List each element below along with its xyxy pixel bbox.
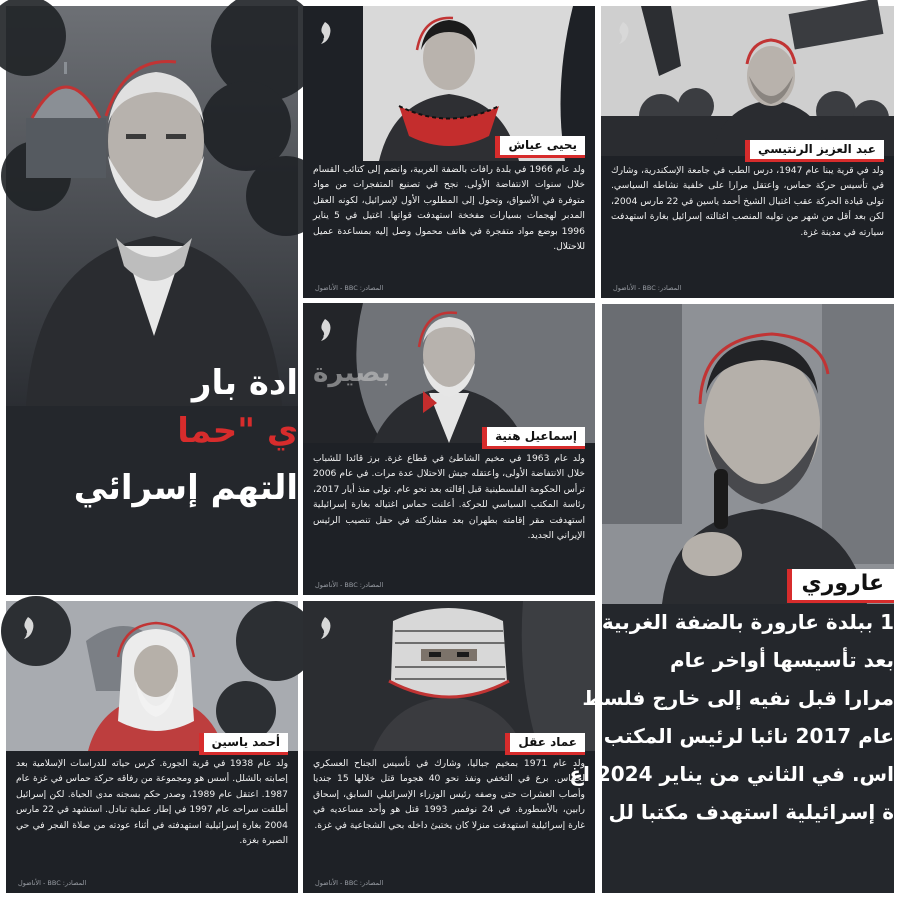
yassin-bio: ولد عام 1938 في قرية الجورة. كرس حياته للدراسات الإسلامية بعد إصابته بالشلل. أسس هو ومجموعة من رفاقه حركة حماس في غزة عام 1987. اعتقل عام 1989، وصدر حكم بسجنه مدى الحياة. لكن إسرائيل أطلقت سراحه عام 1997 في إطار عملية تبادل. استشهد في 22 مارس 2004 بغارة إسرائيلية استهدفته في أثناء عودته من صلاة الفجر في حي الصبرة بغزة. bbox=[16, 758, 289, 847]
tile-arouri bbox=[569, 304, 894, 893]
tile-ayyash bbox=[303, 6, 595, 298]
cover-headline-line3: التهم إسرائي bbox=[73, 468, 298, 508]
rantisi-bio: ولد في قرية يبنا عام 1947، درس الطب في جامعة الإسكندرية، وشارك في تأسيس حركة حماس، واعتقل مرارا على خلفية نشاطه السياسي. تولى قيادة الحركة عقب اغتيال الشيخ أحمد ياسين في 22 مارس 2004، لكن بعد أقل من شهر من توليه المنصب اغتالته إسرائيل بغارة استهدفت سيارته في مدينة غزة. bbox=[611, 165, 884, 238]
arouri-bio-line3: مرارا قبل نفيه إلى خارج فلسط bbox=[582, 686, 894, 710]
aql-bio: ولد عام 1971 بمخيم جباليا، وشارك في تأسيس الجناح العسكري لحماس. برع في التخفي ونفذ نحو 40 هجوما قتل خلالها 15 جنديا وأصاب العشرات حتى وصفه رئيس الوزراء الإسرائيلي السابق، إسحاق رابين، بالأسطورة. في 24 نوفمبر 1993 قتل هو وأحد مساعديه في غارة إسرائيلية استهدفت منزلا كان يختبئ داخله بحي الشجاعية في غزة. bbox=[313, 758, 585, 831]
cover-headline-line1: ادة بار bbox=[191, 363, 298, 403]
haniyeh-bio: ولد عام 1963 في مخيم الشاطئ في قطاع غزة. برز قائدا للشباب خلال الانتفاضة الأولى، واعتقله جيش الاحتلال عدة مرات. في عام 2006 ترأس الحكومة الفلسطينية قبل إقالته بعد نحو عام. تولى منذ أيار 2017، رئاسة المكتب السياسي للحركة. أعلنت حماس اغتياله بغارة إسرائيلية استهدفت مقر إقامته بطهران بعد مشاركته في حفل تنصيب الرئيس الإيراني الجديد. bbox=[313, 453, 585, 542]
rantisi-source: المصادر: BBC - الأناضول bbox=[613, 284, 682, 292]
ayyash-source: المصادر: BBC - الأناضول bbox=[315, 284, 384, 292]
tile-haniyeh bbox=[303, 303, 595, 595]
yassin-name-label: أحمد ياسين bbox=[199, 733, 288, 755]
tile-haniyeh-cover bbox=[6, 6, 298, 595]
arouri-bio-line1: 1 ببلدة عارورة بالضفة الغربية bbox=[601, 610, 894, 634]
aljazeera-logo-icon bbox=[613, 20, 633, 46]
arouri-photo bbox=[602, 304, 894, 604]
arouri-bio-line5: اس. في الثاني من يناير 2024 اغ bbox=[569, 762, 894, 786]
aljazeera-logo-icon bbox=[18, 615, 38, 641]
arouri-bio-line2: بعد تأسيسها أواخر عام bbox=[670, 648, 894, 672]
cover-headline-line2: ي "حما bbox=[177, 411, 298, 451]
yassin-source: المصادر: BBC - الأناضول bbox=[18, 879, 87, 887]
haniyeh-name-label: إسماعيل هنية bbox=[482, 427, 585, 449]
aljazeera-logo-icon bbox=[315, 20, 335, 46]
rantisi-photo bbox=[601, 6, 894, 156]
aql-photo bbox=[303, 601, 595, 751]
haniyeh-cover-photo bbox=[6, 6, 298, 406]
aljazeera-logo-icon bbox=[315, 317, 335, 343]
ayyash-name-label: يحيى عياش bbox=[495, 136, 585, 158]
basira-watermark: بصيرة bbox=[313, 358, 391, 388]
aql-name-label: عماد عقل bbox=[505, 733, 585, 755]
haniyeh-source: المصادر: BBC - الأناضول bbox=[315, 581, 384, 589]
tile-rantisi bbox=[601, 6, 894, 298]
tile-aql bbox=[303, 601, 595, 893]
aljazeera-logo-icon bbox=[315, 615, 335, 641]
ayyash-bio: ولد عام 1966 في بلدة رافات بالضفة الغربية، وانضم إلى كتائب القسام خلال سنوات الانتفاضة الأولى. نجح في تصنيع المتفجرات من مواد متوفرة في الأسواق، وتحول إلى المطلوب الأول لإسرائيل، لكونه العقل المدبر لهجمات بسيارات مفخخة استهدفت قواتها. اغتيل في 5 يناير 1996 بوضع مواد متفجرة في هاتف محمول وصل إليه بمساعدة عميل للاحتلال. bbox=[313, 164, 585, 253]
arouri-bio-line6: ة إسرائيلية استهدف مكتبا لل bbox=[608, 800, 894, 824]
aql-source: المصادر: BBC - الأناضول bbox=[315, 879, 384, 887]
rantisi-name-label: عبد العزيز الرنتيسي bbox=[745, 140, 884, 162]
tile-yassin bbox=[6, 601, 298, 893]
arouri-name-label: عاروري bbox=[787, 569, 894, 603]
yassin-photo bbox=[6, 601, 298, 751]
arouri-bio-line4: عام 2017 نائبا لرئيس المكتب bbox=[603, 724, 894, 748]
